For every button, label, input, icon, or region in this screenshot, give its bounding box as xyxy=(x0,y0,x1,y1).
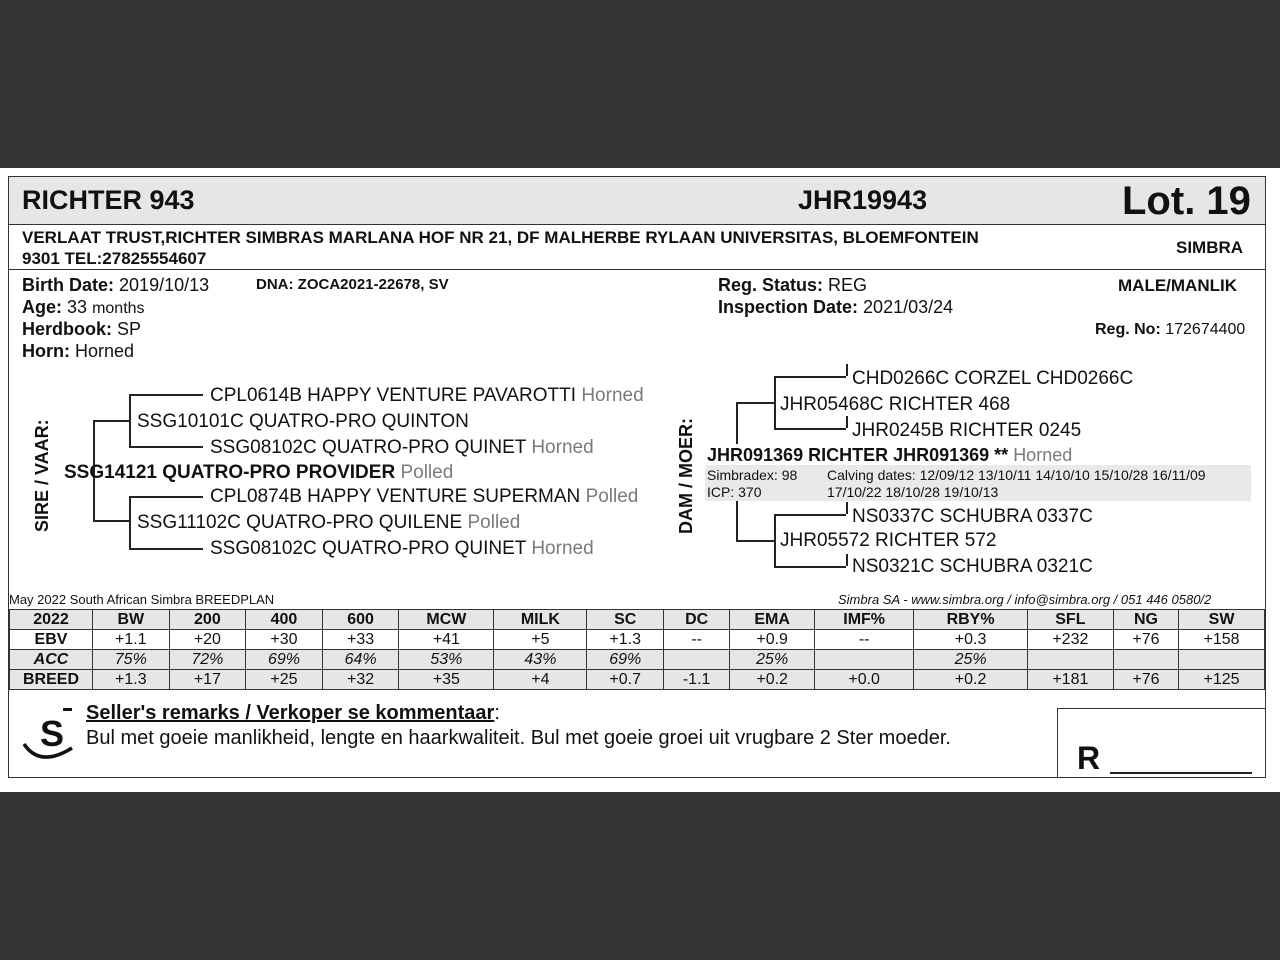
header-cell-6: MILK xyxy=(494,610,587,630)
dam-g1: JHR05468C RICHTER 468 xyxy=(780,394,1011,415)
horn-value: Horned xyxy=(75,341,135,361)
header-cell-0: 2022 xyxy=(10,610,93,630)
header-cell-4: 600 xyxy=(322,610,399,630)
sire-gg4-line xyxy=(129,548,203,550)
bid-r-label: R xyxy=(1077,740,1101,776)
sire-gg1 xyxy=(210,385,644,407)
herdbook-label: Herdbook: xyxy=(22,319,112,339)
acc-cell-9: 25% xyxy=(730,650,815,670)
breed-cell-4: +32 xyxy=(322,670,399,690)
sire-g2 xyxy=(137,512,520,534)
dam-g1-connector xyxy=(774,376,776,428)
ebv-cell-6: +5 xyxy=(494,630,587,650)
sire-g2-horn: Polled xyxy=(467,512,521,533)
herdbook xyxy=(22,319,141,340)
owner-line-2: 9301 TEL:27825554607 xyxy=(22,249,207,268)
ebv-cell-7: +1.3 xyxy=(587,630,664,650)
herdbook-value: SP xyxy=(117,319,142,339)
age xyxy=(22,297,145,318)
acc-cell-8 xyxy=(664,650,730,670)
ebv-cell-2: +20 xyxy=(169,630,246,650)
icp: ICP: 370 xyxy=(707,484,762,500)
dam-gg4: NS0321C SCHUBRA 0321C xyxy=(852,556,1093,577)
owner-line-1: VERLAAT TRUST,RICHTER SIMBRAS MARLANA HOF NR 21, DF MALHERBE RYLAAN UNIVERSITAS, BLOEMFONTEIN xyxy=(22,228,979,247)
dam-connector-bottom xyxy=(736,500,738,540)
breed-cell-6: +4 xyxy=(494,670,587,690)
sire-g1-connector xyxy=(129,394,131,446)
breed-cell-10: +0.0 xyxy=(815,670,914,690)
dam-gg4-line xyxy=(774,566,846,568)
ebv-row xyxy=(10,630,1265,650)
header-cell-11: RBY% xyxy=(914,610,1028,630)
acc-cell-2: 72% xyxy=(169,650,246,670)
dam-gg1-line xyxy=(774,376,846,378)
breed-cell-12: +181 xyxy=(1027,670,1113,690)
reg-no-label: Reg. No: xyxy=(1095,321,1161,338)
sire-gg3-name: CPL0874B HAPPY VENTURE SUPERMAN xyxy=(210,486,581,507)
horn xyxy=(22,341,134,362)
sire-gg4 xyxy=(210,538,594,560)
remarks-heading xyxy=(86,702,500,725)
breed-cell-5: +35 xyxy=(399,670,494,690)
breed-cell-1: +1.3 xyxy=(93,670,170,690)
lot-number: Lot. 19 xyxy=(1122,179,1251,223)
age-value: 33 xyxy=(67,297,88,317)
calving-dates-line-1: Calving dates: 12/09/12 13/10/11 14/10/10 15/10/28 16/11/09 xyxy=(827,467,1206,483)
dam-g2: JHR05572 RICHTER 572 xyxy=(780,530,997,551)
ebv-cell-11: +0.3 xyxy=(914,630,1028,650)
dam-g2-connector xyxy=(774,514,776,566)
dam-horn: Horned xyxy=(1013,445,1073,465)
dam-gg2: JHR0245B RICHTER 0245 xyxy=(852,420,1082,441)
inspection-label: Inspection Date: xyxy=(718,297,859,317)
dam-gg3-tick xyxy=(846,502,848,514)
acc-row xyxy=(10,650,1265,670)
sire-gg2-line xyxy=(129,446,203,448)
header-cell-3: 400 xyxy=(246,610,323,630)
dam xyxy=(707,445,1072,466)
contact-note: Simbra SA - www.simbra.org / info@simbra.org / 051 446 0580/2 xyxy=(838,592,1212,607)
age-label: Age: xyxy=(22,297,62,317)
dam-connector-top xyxy=(736,402,738,444)
ebv-header-row xyxy=(10,610,1265,630)
acc-cell-4: 64% xyxy=(322,650,399,670)
calving-dates-line-2: 17/10/22 18/10/28 19/10/13 xyxy=(827,484,999,500)
birth-date xyxy=(22,275,209,296)
sire-g1: SSG10101C QUATRO-PRO QUINTON xyxy=(137,411,469,432)
acc-cell-0: ACC xyxy=(10,650,93,670)
header-cell-9: EMA xyxy=(730,610,815,630)
reg-status-label: Reg. Status: xyxy=(718,275,824,295)
breed-cell-11: +0.2 xyxy=(914,670,1028,690)
ebv-cell-12: +232 xyxy=(1027,630,1113,650)
remarks-text: Bul met goeie manlikheid, lengte en haarkwaliteit. Bul met goeie groei uit vrugbare 2 Ster moeder. xyxy=(86,727,951,749)
acc-cell-6: 43% xyxy=(494,650,587,670)
breed-cell-8: -1.1 xyxy=(664,670,730,690)
ebv-cell-1: +1.1 xyxy=(93,630,170,650)
header-cell-10: IMF% xyxy=(815,610,914,630)
remarks-title: Seller's remarks / Verkoper se kommentaar xyxy=(86,702,495,724)
ebv-cell-13: +76 xyxy=(1113,630,1178,650)
ebv-cell-10: -- xyxy=(815,630,914,650)
sire-gg3-horn: Polled xyxy=(585,486,639,507)
header-cell-12: SFL xyxy=(1027,610,1113,630)
reg-status-value: REG xyxy=(828,275,868,295)
sire-name: SSG14121 QUATRO-PRO PROVIDER xyxy=(64,462,396,483)
acc-cell-14 xyxy=(1179,650,1265,670)
dam-vertical-label: DAM / MOER: xyxy=(676,418,696,534)
sire-connector-top xyxy=(93,420,129,422)
sire-horn: Polled xyxy=(400,462,454,483)
sire-gg4-horn: Horned xyxy=(531,538,594,559)
sire-gg1-horn: Horned xyxy=(581,385,644,406)
sire-g2-connector xyxy=(129,496,131,548)
svg-text:S: S xyxy=(40,713,65,754)
breed-cell-7: +0.7 xyxy=(587,670,664,690)
dam-stats-box xyxy=(705,465,1251,501)
birth-date-label: Birth Date: xyxy=(22,275,115,295)
ebv-cell-8: -- xyxy=(664,630,730,650)
sex: MALE/MANLIK xyxy=(1118,276,1237,295)
dam-gg4-tick xyxy=(846,554,848,566)
header-cell-8: DC xyxy=(664,610,730,630)
age-unit: months xyxy=(92,300,145,317)
sire-vertical-label: SIRE / VAAR: xyxy=(32,419,52,532)
dam-gg1: CHD0266C CORZEL CHD0266C xyxy=(852,368,1134,389)
breed-label: SIMBRA xyxy=(1176,238,1244,257)
breedplan-note: May 2022 South African Simbra BREEDPLAN xyxy=(9,592,275,607)
ebv-table xyxy=(9,609,1265,690)
dam-g1-line xyxy=(736,402,774,404)
sire-gg2 xyxy=(210,437,594,459)
simbradex: Simbradex: 98 xyxy=(707,467,798,483)
acc-cell-7: 69% xyxy=(587,650,664,670)
header-cell-14: SW xyxy=(1179,610,1265,630)
dam-gg3-line xyxy=(774,514,846,516)
reg-no-value: 172674400 xyxy=(1165,321,1246,338)
dam-gg2-line xyxy=(774,428,846,430)
remarks-colon: : xyxy=(494,702,500,724)
dam-name: JHR091369 RICHTER JHR091369 ** xyxy=(707,445,1009,465)
header-bar xyxy=(9,177,1265,225)
dam-gg2-tick xyxy=(846,416,848,428)
acc-cell-11: 25% xyxy=(914,650,1028,670)
ebv-cell-5: +41 xyxy=(399,630,494,650)
sire-connector-bottom xyxy=(93,520,129,522)
breed-cell-9: +0.2 xyxy=(730,670,815,690)
header-cell-7: SC xyxy=(587,610,664,630)
breed-cell-0: BREED xyxy=(10,670,93,690)
dna-info: DNA: ZOCA2021-22678, SV xyxy=(256,276,449,293)
sire-g2-name: SSG11102C QUATRO-PRO QUILENE xyxy=(137,512,463,533)
header-cell-5: MCW xyxy=(399,610,494,630)
breed-cell-3: +25 xyxy=(246,670,323,690)
inspection-value: 2021/03/24 xyxy=(863,297,954,317)
ebv-cell-0: EBV xyxy=(10,630,93,650)
header-cell-1: BW xyxy=(93,610,170,630)
header-cell-13: NG xyxy=(1113,610,1178,630)
breed-cell-13: +76 xyxy=(1113,670,1178,690)
simbra-logo-icon xyxy=(20,700,80,766)
ebv-cell-9: +0.9 xyxy=(730,630,815,650)
ebv-cell-3: +30 xyxy=(246,630,323,650)
horn-label: Horn: xyxy=(22,341,70,361)
breed-cell-14: +125 xyxy=(1179,670,1265,690)
reg-status xyxy=(718,275,867,296)
sire-gg2-name: SSG08102C QUATRO-PRO QUINET xyxy=(210,437,527,458)
dam-g2-line xyxy=(736,540,774,542)
ebv-cell-14: +158 xyxy=(1179,630,1265,650)
birth-date-value: 2019/10/13 xyxy=(119,275,210,295)
acc-cell-3: 69% xyxy=(246,650,323,670)
animal-id: JHR19943 xyxy=(798,185,928,215)
sire-gg2-horn: Horned xyxy=(531,437,594,458)
breed-cell-2: +17 xyxy=(169,670,246,690)
dam-gg3: NS0337C SCHUBRA 0337C xyxy=(852,506,1093,527)
breed-row xyxy=(10,670,1265,690)
acc-cell-12 xyxy=(1027,650,1113,670)
sire-gg3-line xyxy=(129,496,203,498)
dam-gg1-tick xyxy=(846,364,848,376)
acc-cell-5: 53% xyxy=(399,650,494,670)
acc-cell-13 xyxy=(1113,650,1178,670)
acc-cell-10 xyxy=(815,650,914,670)
acc-cell-1: 75% xyxy=(93,650,170,670)
sire-gg1-line xyxy=(129,394,203,396)
sire xyxy=(64,462,453,484)
sire-gg3 xyxy=(210,486,638,508)
sire-gg1-name: CPL0614B HAPPY VENTURE PAVAROTTI xyxy=(210,385,577,406)
sire-gg4-name: SSG08102C QUATRO-PRO QUINET xyxy=(210,538,527,559)
ebv-cell-4: +33 xyxy=(322,630,399,650)
inspection-date xyxy=(718,297,953,318)
animal-name: RICHTER 943 xyxy=(22,185,195,215)
header-cell-2: 200 xyxy=(169,610,246,630)
reg-no xyxy=(1095,321,1245,339)
bid-line[interactable] xyxy=(1110,772,1252,774)
